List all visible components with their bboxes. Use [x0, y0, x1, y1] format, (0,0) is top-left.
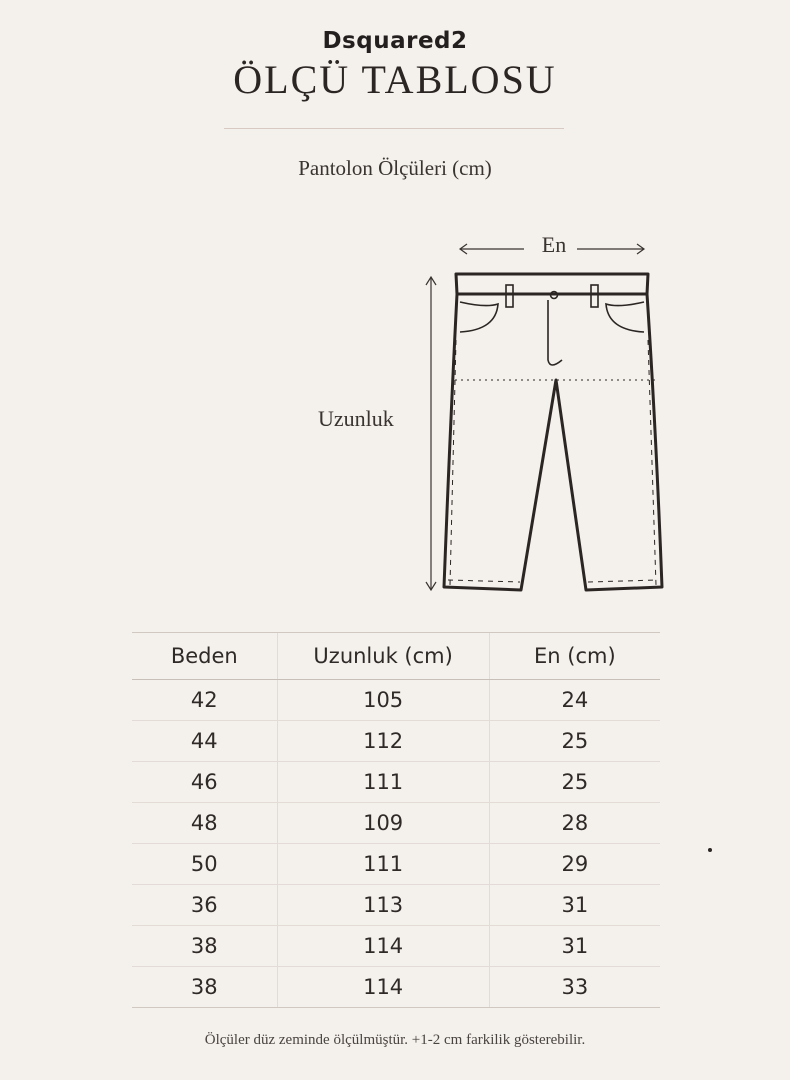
table-header-row [132, 633, 660, 680]
cell-beden: 48 [132, 803, 277, 844]
cell-beden: 50 [132, 844, 277, 885]
cell-en: 28 [489, 803, 660, 844]
pants-details [448, 285, 658, 585]
cell-en: 29 [489, 844, 660, 885]
brand-name: Dsquared2 [322, 28, 468, 54]
cell-beden: 42 [132, 680, 277, 721]
cell-beden: 38 [132, 967, 277, 1008]
pants-outline [444, 274, 662, 590]
cell-uzunluk: 114 [277, 967, 489, 1008]
cell-en: 33 [489, 967, 660, 1008]
cell-uzunluk: 113 [277, 885, 489, 926]
cell-uzunluk: 105 [277, 680, 489, 721]
width-label: En [541, 232, 567, 257]
cell-uzunluk: 111 [277, 762, 489, 803]
table-row [132, 680, 660, 721]
cell-en: 25 [489, 762, 660, 803]
table-row [132, 926, 660, 967]
cell-beden: 38 [132, 926, 277, 967]
footnote: Ölçüler düz zeminde ölçülmüştür. +1-2 cm farkilik gösterebilir. [204, 1032, 586, 1048]
length-label: Uzunluk [318, 406, 394, 431]
stray-dot [708, 848, 712, 852]
cell-beden: 44 [132, 721, 277, 762]
header-en: En (cm) [489, 633, 660, 680]
header-uzunluk: Uzunluk (cm) [277, 633, 489, 680]
table-row [132, 721, 660, 762]
cell-en: 25 [489, 721, 660, 762]
table-row [132, 967, 660, 1008]
length-arrow [426, 277, 436, 590]
section-subtitle: Pantolon Ölçüleri (cm) [298, 156, 492, 180]
table-row [132, 803, 660, 844]
table-row [132, 844, 660, 885]
cell-en: 24 [489, 680, 660, 721]
cell-beden: 46 [132, 762, 277, 803]
table-row [132, 762, 660, 803]
header-beden: Beden [132, 633, 277, 680]
title-divider [224, 128, 564, 129]
cell-uzunluk: 114 [277, 926, 489, 967]
page-title: ÖLÇÜ TABLOSU [233, 57, 557, 102]
size-table [132, 632, 660, 1008]
cell-uzunluk: 111 [277, 844, 489, 885]
cell-uzunluk: 112 [277, 721, 489, 762]
cell-en: 31 [489, 885, 660, 926]
cell-uzunluk: 109 [277, 803, 489, 844]
cell-beden: 36 [132, 885, 277, 926]
cell-en: 31 [489, 926, 660, 967]
table-row [132, 885, 660, 926]
